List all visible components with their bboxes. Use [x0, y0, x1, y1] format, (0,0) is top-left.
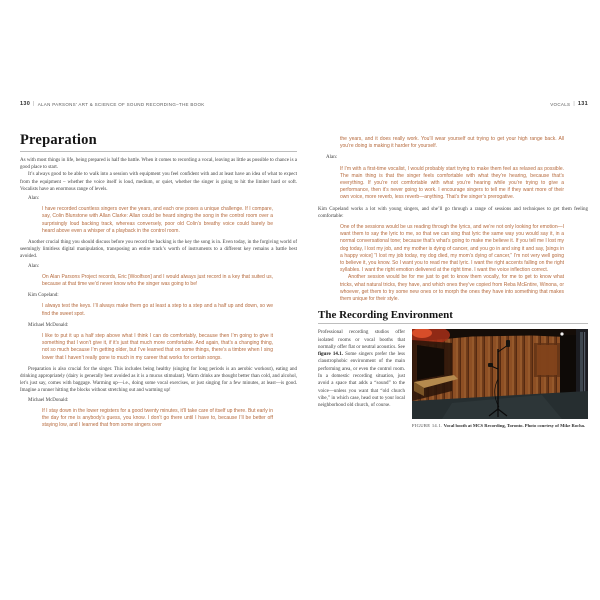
- left-page-text-flow: [20, 132, 297, 430]
- figure-caption-text: Vocal booth at MCS Recording, Toronto. Photo courtesy of Mike Rocha.: [442, 423, 586, 429]
- body-paragraph: As with most things in life, being prepared is half the battle. When it comes to recording a vocal, leaving as little as possible to chance is a good place to start.: [20, 158, 297, 171]
- interview-quote: If I stay down in the lower registers for a good twenty minutes, it’ll take care of itself up there. But early in the day for me is anybody’s guess, you know. I don’t go there until I have to, because I’ll be better off staying low, and I learned that from some singers over: [42, 407, 273, 429]
- speaker-label: Alan:: [326, 155, 338, 161]
- speaker-label: Alan:: [28, 263, 40, 269]
- vocal-booth-photo: [412, 329, 588, 419]
- interview-quote: If I’m with a first-time vocalist, I would probably start trying to make them feel as relaxed as possible. The main thing is that the singer feels comfortable with what they’re hearing, because that’s everything. If you’re not comfortable with what you’re hearing while you’re trying to give a performance, then it’s never going to work. I encourage singers to tell me if they want more of their own voice, more reverb, less reverb—anything. That’s the singer’s prerogative.: [340, 165, 564, 201]
- running-head-chapter: VOCALS: [550, 101, 571, 107]
- recording-environment-section: [318, 329, 588, 429]
- microphone: [506, 340, 510, 347]
- page-131: [318, 100, 588, 429]
- right-page-text-flow: [318, 136, 588, 324]
- running-head-right: [318, 100, 588, 108]
- interview-quote: I have recorded countless singers over the years, and each one poses a unique challenge. If I compare, say, Colin Blunstone with Allan Clarke: Allan could be heard singing the song in the control room over a surprisingly loud backing track, whereas conversely, poor old Colin’s breathy voice could barely be heard above even a whisper of a playback in the control room.: [42, 206, 273, 234]
- figure-caption-label: FIGURE 14.1.: [412, 423, 443, 429]
- environment-text: Some singers prefer the less claustrophobic environment of the main performing area, or even the control room. In a domestic recording situation, just avoid a space that adds a “sound” to the voice—unless you want that “old church vibe,” in which case, head out to your local neighborhood old church, of course.: [318, 352, 405, 409]
- section-heading: The Recording Environment: [318, 309, 453, 322]
- running-head-left: [20, 100, 297, 108]
- interview-quote: On Alan Parsons Project records, Eric [Woolfson] and I would always just record in a key that suited us, because at that time we’d never know who the singer was going to be!: [42, 273, 273, 288]
- heading-rule: [20, 151, 297, 152]
- body-paragraph: Preparation is also crucial for the singer. This includes being healthy (singing for long periods is an aerobic workout), eating and drinking appropriately (dairy is generally best avoided as it is a mucus stimulant). Warm drinks are thought better than cold, and alcohol, let’s just say, comes with baggage. Warming up—i.e., doing some vocal exercises, or just singing for a few minutes, at least—is good. Imagine a runner hitting the blocks without stretching out and warming up!: [20, 366, 297, 394]
- heading-rule: [318, 323, 588, 324]
- speaker-label: Michael McDonald:: [28, 322, 69, 328]
- interview-quote: I like to put it up a half step above what I think I can do comfortably, because then I’m going to give it something that I won’t give it, if it’s just that much more comfortable. And again, that’s a changing thing, not so much because I’m getting older, but I’ve learned that on some things, there’s a timbre when I sing lower that I haven’t really gone to much in my career that works for certain songs.: [42, 333, 273, 361]
- speaker-label: Kim Copeland:: [28, 293, 59, 299]
- running-head-title: ALAN PARSONS' ART & SCIENCE OF SOUND RECORDING–THE BOOK: [37, 101, 205, 107]
- interview-quote: One of the sessions would be us reading through the lyrics, and we’re not only looking for emotion—I want them to say the lyric to me, so that we can sing that lyric the same way you would say it, in a normal conversational tone; because that’s what’s going to make me believe it. If you tell me I lost my dog today, I lost my job, and my mother is dying of cancer, and you go in and sing it and say, [sings in a happy voice] “I lost my job today, my dog died, my mom’s dying of cancer,” I’m not very well going to believe it, you know. So I want you to read me that lyric. I want the right accents falling on the right syllables. I want the right emotion delivered at the right time. I want the voice inflection correct.: [340, 224, 564, 274]
- body-paragraph: It’s always good to be able to walk into a session with equipment you feel confident with and at least have an idea of what to expect from the equipment – whether the voice itself is loud, medium, or quiet, whether the singer is going to hit the limiter hard or soft. Vocalists have an enormous range of levels.: [20, 172, 297, 192]
- section-heading: Preparation: [20, 132, 97, 148]
- speaker-label: Alan:: [28, 196, 40, 202]
- page-130: [20, 100, 297, 434]
- speaker-label: Michael McDonald:: [28, 397, 69, 403]
- interview-quote: Another session would be for me just to get to know them vocally, for me to get to know what tricks, what natural tricks, they have, and which ones they’ve copied from Reba McEntire, Winona, or whoever, get them to try some new ones or to morph the ones they have into something that makes them unique for their style.: [340, 274, 564, 303]
- running-head-separator: |: [573, 101, 575, 107]
- figure-reference: figure 14.1.: [318, 352, 343, 358]
- interview-quote-continued: the years, and it does really work. You’ll wear yourself out trying to get your high range back. All you’re doing is making it harder for yourself.: [340, 136, 564, 150]
- page-number-left: 130: [20, 101, 31, 107]
- running-head-separator: |: [33, 101, 35, 107]
- environment-paragraph: [318, 329, 405, 429]
- body-paragraph: Kim Copeland works a lot with young singers, and she’ll go through a range of sessions and techniques to get them feeling comfortable:: [318, 206, 588, 219]
- interview-quote: I always test the keys. I’ll always make them go at least a step to a step and a half up and down, so we find the sweet spot.: [42, 303, 273, 317]
- page-number-right: 131: [577, 101, 588, 107]
- figure-14-1: [412, 329, 588, 429]
- environment-text: Professional recording studios offer isolated rooms or vocal booths that normally offer flat or neutral acoustics. See: [318, 330, 405, 350]
- body-paragraph: Another crucial thing you should discuss before you record the backing is the key the song is in. Even today, in the forgiving world of seemingly limitless digital manipulation, transposing an entire track’s worth of instruments to a different key remains a battle best avoided.: [20, 240, 297, 260]
- figure-caption: [412, 423, 588, 429]
